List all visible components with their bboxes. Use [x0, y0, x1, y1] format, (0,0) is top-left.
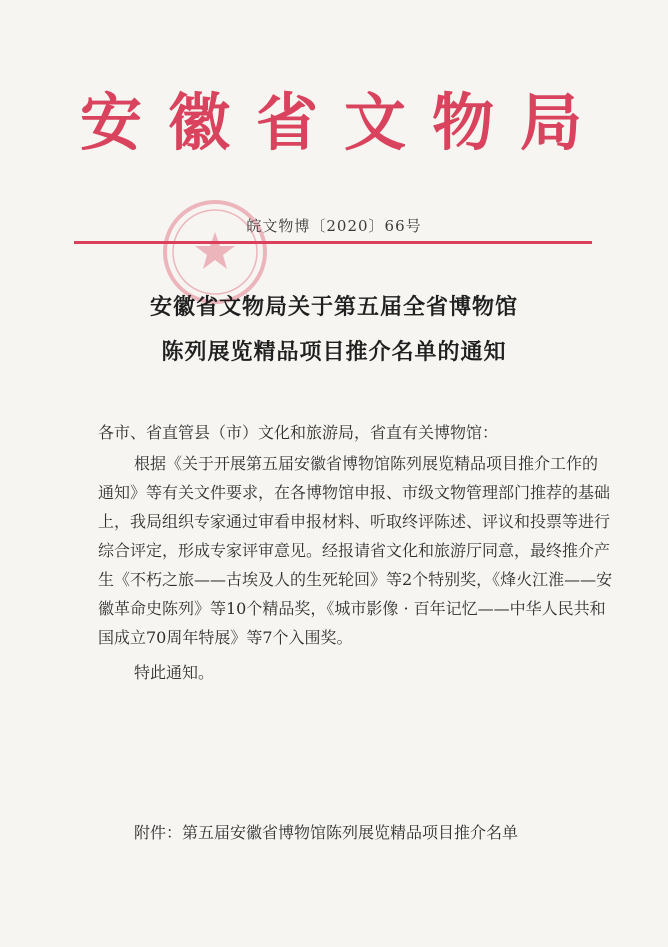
notice-title-line-1: 安徽省文物局关于第五届全省博物馆	[149, 294, 518, 320]
agency-masthead: 安徽省文物局	[79, 86, 608, 159]
document-number: 皖文物博〔2020〕66号	[246, 217, 422, 235]
closing-line: 特此通知。	[134, 663, 215, 682]
salutation: 各市、省直管县（市）文化和旅游局，省直有关博物馆：	[98, 423, 499, 442]
main-paragraph: 根据《关于开展第五届安徽省博物馆陈列展览精品项目推介工作的通知》等有关文件要求，在各博物馆申报、市级文物管理部门推荐的基础上，我局组织专家通过审看申报材料、听取终评陈述、评议和投票等进行综合评定，形成专家评审意见。经报请省文化和旅游厅同意，最终推介产生《不朽之旅——古埃及人的生死轮回》等2个特别奖，《烽火江淮——安徽革命史陈列》等10个精品奖，《城市影像 · 百年记忆——中华人民共和国成立70周年特展》等7个入围奖。	[98, 454, 613, 647]
notice-title-line-2: 陈列展览精品项目推介名单的通知	[161, 339, 507, 365]
attachment-line: 附件：第五届安徽省博物馆陈列展览精品项目推介名单	[134, 823, 519, 842]
red-divider-line	[74, 241, 592, 244]
notice-body	[98, 418, 613, 687]
